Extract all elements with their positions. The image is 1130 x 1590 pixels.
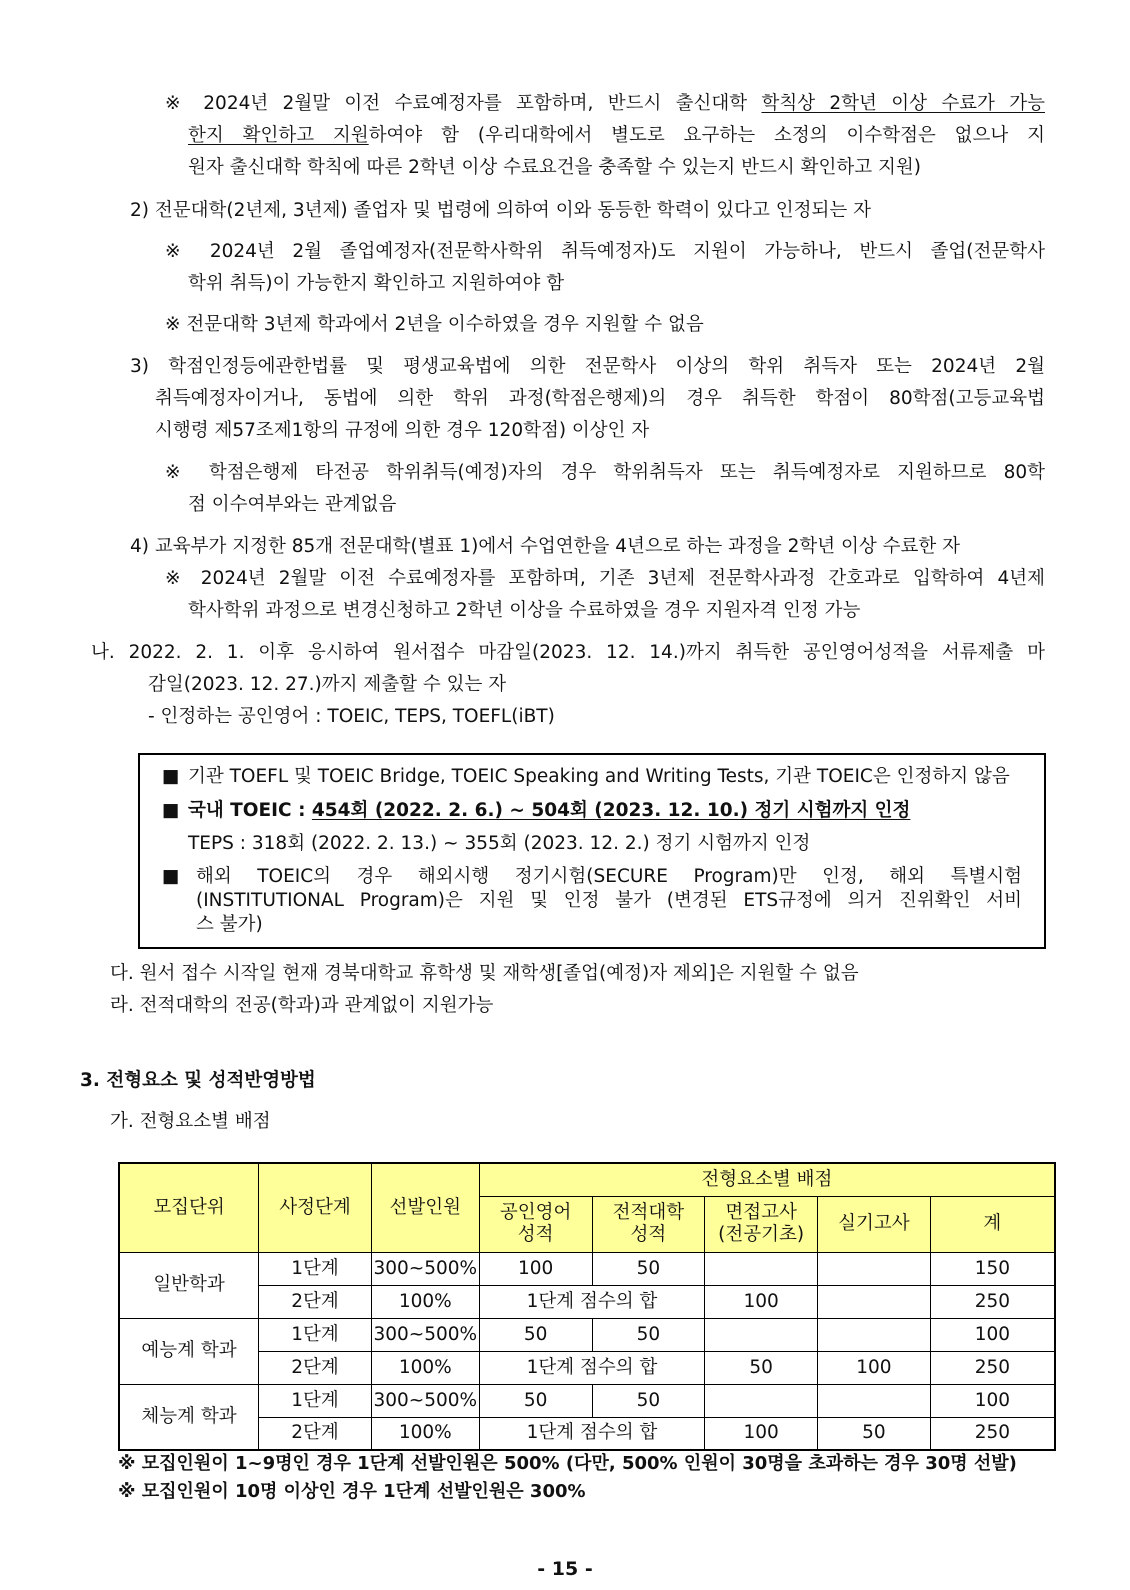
prev-school-cell: 50 (592, 1384, 705, 1417)
bullet-icon: ■ (162, 800, 180, 821)
practical-cell: 50 (817, 1417, 930, 1450)
box-item: 기관 TOEFL 및 TOEIC Bridge, TOEIC Speaking and Writing Tests, 기관 TOEIC은 인정하지 않음 (188, 766, 1010, 787)
box-item: 국내 TOEIC : 454회 (2022. 2. 6.) ~ 504회 (2023. 12. 10.) 정기 시험까지 인정 (188, 800, 911, 821)
selection-cell: 300~500% (371, 1252, 479, 1285)
item-3: 3) 학점인정등에관한법률 및 평생교육법에 의한 전문학사 이상의 학위 취득자 또는 2024년 2월 (130, 356, 1045, 377)
item-4: 4) 교육부가 지정한 85개 전문대학(별표 1)에서 수업연한을 4년으로 하는 과정을 2학년 이상 수료한 자 (130, 536, 960, 557)
merged-score-cell: 1단계 점수의 합 (479, 1417, 704, 1450)
english-test-notice-box (138, 753, 1046, 949)
unit-cell: 일반학과 (119, 1252, 259, 1318)
stage-cell: 1단계 (259, 1318, 372, 1351)
note-line: ※ 2024년 2월말 이전 수료예정자를 포함하며, 반드시 출신대학 학칙상 2학년 이상 수료가 가능 (165, 93, 1045, 114)
table-row (119, 1252, 1055, 1285)
section-na: 나. 2022. 2. 1. 이후 응시하여 원서접수 마감일(2023. 12. 14.)까지 취득한 공인영어성적을 서류제출 마 (91, 642, 1045, 663)
section-da: 다. 원서 접수 시작일 현재 경북대학교 휴학생 및 재학생[졸업(예정)자 제외]은 지원할 수 없음 (110, 963, 859, 984)
stage-cell: 1단계 (259, 1252, 372, 1285)
header-unit: 모집단위 (119, 1163, 259, 1252)
header-group: 전형요소별 배점 (479, 1163, 1055, 1196)
section-title: 3. 전형요소 및 성적반영방법 (80, 1070, 316, 1091)
merged-score-cell: 1단계 점수의 합 (479, 1351, 704, 1384)
box-item: 해외 TOEIC의 경우 해외시행 정기시험(SECURE Program)만 인정, 해외 특별시험 (196, 866, 1022, 887)
header-interview: 면접고사 (전공기초) (705, 1196, 818, 1252)
note-line: 한지 확인하고 지원하여야 함 (우리대학에서 별도로 요구하는 소정의 이수학점은 없으나 지 (188, 125, 1045, 146)
merged-score-cell: 1단계 점수의 합 (479, 1285, 704, 1318)
item-3-line: 취득예정자이거나, 동법에 의한 학위 과정(학점은행제)의 경우 취득한 학점이 80학점(고등교육법 (155, 388, 1045, 409)
total-cell: 150 (930, 1252, 1055, 1285)
header-prev-school: 전적대학 성적 (592, 1196, 705, 1252)
selection-cell: 100% (371, 1351, 479, 1384)
note-line: 학사학위 과정으로 변경신청하고 2학년 이상을 수료하였을 경우 지원자격 인정 가능 (188, 600, 861, 621)
table-note: ※ 모집인원이 1~9명인 경우 1단계 선발인원은 500% (다만, 500% 인원이 30명을 초과하는 경우 30명 선발) (118, 1453, 1017, 1474)
table-row (119, 1318, 1055, 1351)
practical-cell (817, 1285, 930, 1318)
prev-school-cell: 50 (592, 1318, 705, 1351)
box-item: (INSTITUTIONAL Program)은 지원 및 인정 불가 (변경된 ETS규정에 의거 진위확인 서비 (196, 890, 1022, 911)
english-cell: 50 (479, 1318, 592, 1351)
table-row (119, 1417, 1055, 1450)
total-cell: 100 (930, 1384, 1055, 1417)
score-table (118, 1162, 1056, 1451)
selection-cell: 300~500% (371, 1318, 479, 1351)
total-cell: 250 (930, 1285, 1055, 1318)
interview-cell (705, 1252, 818, 1285)
header-english: 공인영어 성적 (479, 1196, 592, 1252)
stage-cell: 2단계 (259, 1285, 372, 1318)
table-row (119, 1384, 1055, 1417)
item-3-line: 시행령 제57조제1항의 규정에 의한 경우 120학점) 이상인 자 (155, 420, 650, 441)
selection-cell: 100% (371, 1285, 479, 1318)
note-line: ※ 학점은행제 타전공 학위취득(예정)자의 경우 학위취득자 또는 취득예정자로 지원하므로 80학 (165, 462, 1045, 483)
english-cell: 50 (479, 1384, 592, 1417)
practical-cell (817, 1318, 930, 1351)
box-item: 스 불가) (196, 914, 263, 935)
total-cell: 250 (930, 1351, 1055, 1384)
header-practical: 실기고사 (817, 1196, 930, 1252)
practical-cell (817, 1252, 930, 1285)
note-line: ※ 2024년 2월말 이전 수료예정자를 포함하며, 기존 3년제 전문학사과정 간호과로 입학하여 4년제 (165, 568, 1045, 589)
stage-cell: 2단계 (259, 1417, 372, 1450)
item-2: 2) 전문대학(2년제, 3년제) 졸업자 및 법령에 의하여 이와 동등한 학력이 있다고 인정되는 자 (130, 200, 872, 221)
interview-cell: 100 (705, 1285, 818, 1318)
selection-cell: 100% (371, 1417, 479, 1450)
header-selection: 선발인원 (371, 1163, 479, 1252)
total-cell: 250 (930, 1417, 1055, 1450)
selection-cell: 300~500% (371, 1384, 479, 1417)
subsection-title: 가. 전형요소별 배점 (110, 1111, 271, 1132)
english-cell: 100 (479, 1252, 592, 1285)
total-cell: 100 (930, 1318, 1055, 1351)
page-number: - 15 - (537, 1558, 593, 1580)
practical-cell: 100 (817, 1351, 930, 1384)
table-row (119, 1285, 1055, 1318)
prev-school-cell: 50 (592, 1252, 705, 1285)
box-item: TEPS : 318회 (2022. 2. 13.) ~ 355회 (2023. 12. 2.) 정기 시험까지 인정 (188, 833, 811, 854)
note-line: 점 이수여부와는 관계없음 (188, 494, 397, 515)
unit-cell: 체능계 학과 (119, 1384, 259, 1450)
note-line: ※ 2024년 2월 졸업예정자(전문학사학위 취득예정자)도 지원이 가능하나, 반드시 졸업(전문학사 (165, 241, 1045, 262)
section-ra: 라. 전적대학의 전공(학과)과 관계없이 지원가능 (110, 995, 494, 1016)
section-na-line: - 인정하는 공인영어 : TOEIC, TEPS, TOEFL(iBT) (148, 706, 555, 727)
header-stage: 사정단계 (259, 1163, 372, 1252)
interview-cell: 100 (705, 1417, 818, 1450)
unit-cell: 예능계 학과 (119, 1318, 259, 1384)
stage-cell: 2단계 (259, 1351, 372, 1384)
practical-cell (817, 1384, 930, 1417)
bullet-icon: ■ (162, 766, 180, 787)
stage-cell: 1단계 (259, 1384, 372, 1417)
header-total: 계 (930, 1196, 1055, 1252)
note-line: 원자 출신대학 학칙에 따른 2학년 이상 수료요건을 충족할 수 있는지 반드시 확인하고 지원) (188, 157, 921, 178)
table-note: ※ 모집인원이 10명 이상인 경우 1단계 선발인원은 300% (118, 1481, 586, 1502)
section-na-line: 감일(2023. 12. 27.)까지 제출할 수 있는 자 (148, 674, 507, 695)
interview-cell (705, 1384, 818, 1417)
interview-cell: 50 (705, 1351, 818, 1384)
interview-cell (705, 1318, 818, 1351)
note-line: ※ 전문대학 3년제 학과에서 2년을 이수하였을 경우 지원할 수 없음 (165, 314, 704, 335)
note-line: 학위 취득)이 가능한지 확인하고 지원하여야 함 (188, 273, 565, 294)
bullet-icon: ■ (162, 866, 180, 887)
table-row (119, 1351, 1055, 1384)
